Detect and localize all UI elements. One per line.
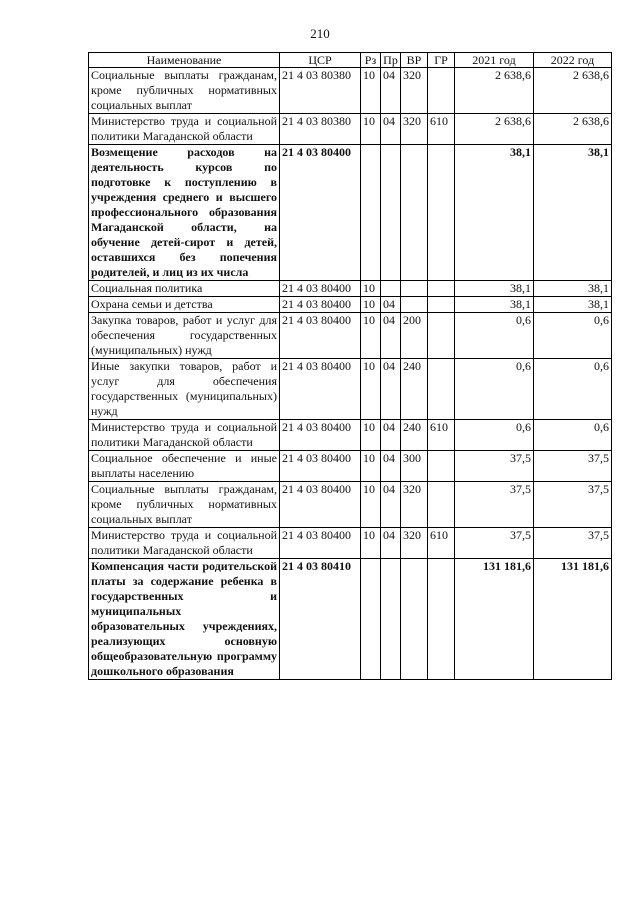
cell-csr: 21 4 03 80400 [280,297,361,313]
cell-pr: 04 [381,528,401,559]
cell-2022: 37,5 [534,528,612,559]
cell-2022: 0,6 [534,359,612,420]
cell-csr: 21 4 03 80400 [280,313,361,359]
cell-vr: 240 [401,420,428,451]
cell-rz: 10 [361,68,381,114]
cell-vr: 320 [401,114,428,145]
cell-2021: 38,1 [455,297,534,313]
cell-2021: 37,5 [455,451,534,482]
table-row [89,145,612,281]
cell-name: Министерство труда и социальной политики Магаданской области [89,420,280,451]
cell-rz: 10 [361,313,381,359]
cell-rz [361,145,381,281]
cell-rz: 10 [361,114,381,145]
header-name: Наименование [89,53,280,68]
cell-rz: 10 [361,420,381,451]
cell-name: Социальная политика [89,281,280,297]
cell-csr: 21 4 03 80380 [280,114,361,145]
cell-2022: 131 181,6 [534,559,612,680]
cell-gr [428,145,455,281]
cell-pr: 04 [381,313,401,359]
cell-csr: 21 4 03 80400 [280,359,361,420]
cell-gr [428,451,455,482]
cell-csr: 21 4 03 80400 [280,451,361,482]
cell-2022: 0,6 [534,420,612,451]
cell-pr: 04 [381,297,401,313]
cell-2022: 38,1 [534,297,612,313]
cell-vr: 200 [401,313,428,359]
cell-2021: 131 181,6 [455,559,534,680]
cell-csr: 21 4 03 80400 [280,528,361,559]
cell-vr [401,145,428,281]
cell-pr: 04 [381,359,401,420]
cell-vr [401,297,428,313]
cell-name: Социальное обеспечение и иные выплаты населению [89,451,280,482]
table-row [89,114,612,145]
cell-csr: 21 4 03 80400 [280,281,361,297]
table-header-row [89,53,612,68]
cell-2021: 38,1 [455,281,534,297]
cell-2022: 38,1 [534,281,612,297]
cell-2022: 0,6 [534,313,612,359]
cell-name: Охрана семьи и детства [89,297,280,313]
cell-gr [428,482,455,528]
cell-pr [381,281,401,297]
cell-rz: 10 [361,297,381,313]
cell-gr [428,359,455,420]
cell-pr [381,145,401,281]
cell-gr [428,68,455,114]
cell-2021: 0,6 [455,313,534,359]
cell-rz: 10 [361,528,381,559]
table-row [89,281,612,297]
cell-gr [428,559,455,680]
header-csr: ЦСР [280,53,361,68]
cell-pr: 04 [381,114,401,145]
cell-rz: 10 [361,281,381,297]
table-row [89,313,612,359]
cell-name: Иные закупки товаров, работ и услуг для обеспечения государственных (муниципальных) нужд [89,359,280,420]
cell-vr [401,281,428,297]
cell-2021: 2 638,6 [455,68,534,114]
cell-rz: 10 [361,359,381,420]
cell-name: Возмещение расходов на деятельность курсов по подготовке к поступлению в учреждения среднего и высшего профессионального образования Магаданской области, на обучение детей-сирот и детей, оставшихся без попечения родителей, и лиц из их числа [89,145,280,281]
cell-2022: 2 638,6 [534,114,612,145]
cell-csr: 21 4 03 80400 [280,145,361,281]
cell-gr: 610 [428,114,455,145]
header-2022: 2022 год [534,53,612,68]
table-row [89,420,612,451]
cell-pr: 04 [381,451,401,482]
page-number: 210 [310,26,330,41]
table-row [89,68,612,114]
cell-name: Компенсация части родительской платы за содержание ребенка в государственных и муниципальных образовательных учреждениях, реализующих основную общеобразовательную программу дошкольного образования [89,559,280,680]
cell-2021: 38,1 [455,145,534,281]
cell-vr [401,559,428,680]
cell-pr: 04 [381,420,401,451]
cell-2022: 37,5 [534,451,612,482]
cell-2021: 37,5 [455,482,534,528]
cell-vr: 320 [401,528,428,559]
table-row [89,528,612,559]
header-vr: ВР [401,53,428,68]
cell-pr [381,559,401,680]
cell-2021: 37,5 [455,528,534,559]
table-row [89,559,612,680]
cell-rz [361,559,381,680]
cell-gr [428,313,455,359]
cell-vr: 300 [401,451,428,482]
cell-gr [428,281,455,297]
table-row [89,451,612,482]
cell-rz: 10 [361,482,381,528]
cell-vr: 320 [401,68,428,114]
cell-rz: 10 [361,451,381,482]
cell-name: Министерство труда и социальной политики Магаданской области [89,528,280,559]
cell-csr: 21 4 03 80380 [280,68,361,114]
cell-csr: 21 4 03 80410 [280,559,361,680]
table-row [89,359,612,420]
table-row [89,482,612,528]
cell-gr: 610 [428,528,455,559]
header-pr: Пр [381,53,401,68]
cell-vr: 320 [401,482,428,528]
cell-2022: 2 638,6 [534,68,612,114]
table-body [89,68,612,680]
cell-2021: 2 638,6 [455,114,534,145]
header-gr: ГР [428,53,455,68]
header-rz: Рз [361,53,381,68]
cell-name: Министерство труда и социальной политики Магаданской области [89,114,280,145]
cell-2021: 0,6 [455,359,534,420]
cell-csr: 21 4 03 80400 [280,482,361,528]
cell-gr [428,297,455,313]
cell-2022: 38,1 [534,145,612,281]
cell-pr: 04 [381,68,401,114]
cell-2021: 0,6 [455,420,534,451]
cell-csr: 21 4 03 80400 [280,420,361,451]
cell-gr: 610 [428,420,455,451]
cell-pr: 04 [381,482,401,528]
table-row [89,297,612,313]
cell-name: Закупка товаров, работ и услуг для обеспечения государственных (муниципальных) нужд [89,313,280,359]
cell-vr: 240 [401,359,428,420]
cell-2022: 37,5 [534,482,612,528]
cell-name: Социальные выплаты гражданам, кроме публичных нормативных социальных выплат [89,68,280,114]
header-2021: 2021 год [455,53,534,68]
cell-name: Социальные выплаты гражданам, кроме публичных нормативных социальных выплат [89,482,280,528]
budget-table [88,52,612,680]
